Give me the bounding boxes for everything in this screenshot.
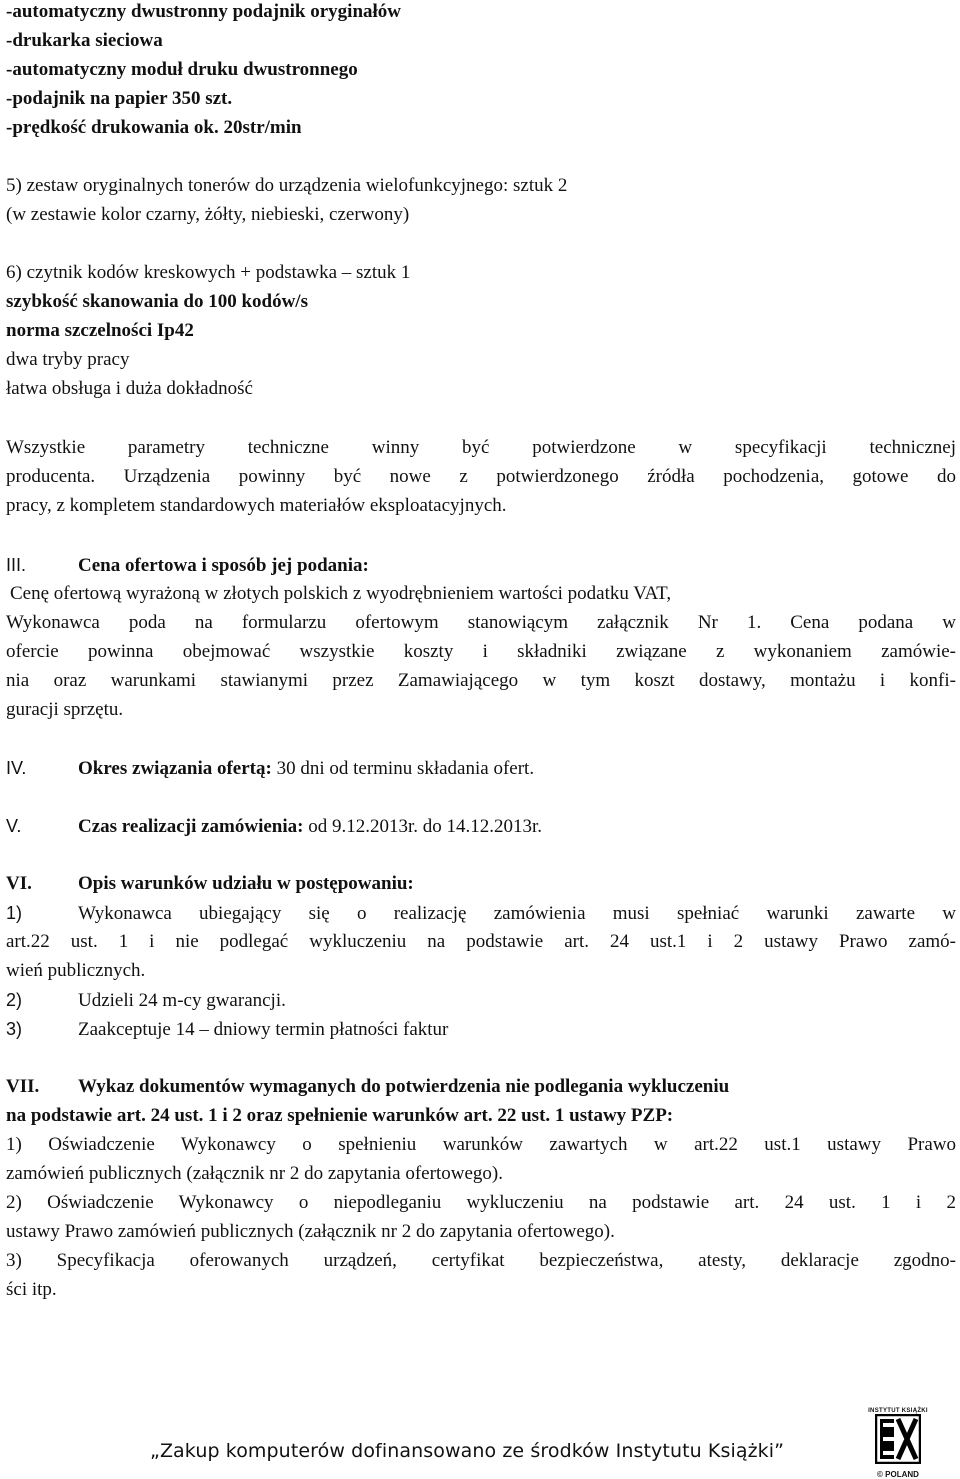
item6-bold-line: szybkość skanowania do 100 kodów/s [6, 291, 308, 312]
section-number: VI. [6, 873, 32, 894]
section-7-line: ści itp. [6, 1279, 57, 1300]
section-title: Czas realizacji zamówienia: [78, 816, 304, 837]
section-text: 30 dni od terminu składania ofert. [271, 758, 535, 779]
item6-bold-line: norma szczelności Ip42 [6, 320, 194, 341]
item5-line: (w zestawie kolor czarny, żółty, niebieski, czerwony) [6, 204, 410, 225]
spec-line: -drukarka sieciowa [6, 30, 163, 51]
params-line: producenta. Urządzenia powinny być nowe z potwierdzonego źródła pochodzenia, gotowe do [6, 466, 956, 487]
item-text: Wykonawca ubiegający się o realizację zamówienia musi spełniać warunki zawarte w [78, 903, 956, 924]
section-7-line: 2) Oświadczenie Wykonawcy o niepodleganiu wykluczeniu na podstawie art. 24 ust. 1 i 2 [6, 1192, 956, 1213]
logo-country: POLAND [885, 1470, 919, 1479]
spec-line: -automatyczny dwustronny podajnik oryginałów [6, 1, 402, 22]
logo-bottom-text: © POLAND [877, 1470, 919, 1479]
section-5-heading [6, 814, 542, 839]
section-number: VII. [6, 1076, 40, 1097]
section-7-line: 1) Oświadczenie Wykonawcy o spełnieniu warunków zawartych w art.22 ust.1 ustawy Prawo [6, 1134, 956, 1155]
item6-title: 6) czytnik kodów kreskowych + podstawka – sztuk 1 [6, 262, 411, 283]
item6-line: łatwa obsługa i duża dokładność [6, 378, 253, 399]
spec-line: -podajnik na papier 350 szt. [6, 88, 233, 109]
spec-line: -automatyczny moduł druku dwustronnego [6, 59, 358, 80]
section-7-line: 3) Specyfikacja oferowanych urządzeń, certyfikat bezpieczeństwa, atesty, deklaracje zgodno- [6, 1250, 956, 1271]
item-number: 1) [6, 903, 23, 923]
section-7-heading [6, 1075, 729, 1099]
section-7-title-2: na podstawie art. 24 ust. 1 i 2 oraz spełnienie warunków art. 22 ust. 1 ustawy PZP: [6, 1105, 674, 1126]
item-text: Zaakceptuje 14 – dniowy termin płatności faktur [78, 1019, 449, 1040]
section-title: Okres związania ofertą: [78, 758, 272, 779]
logo-top-text: INSTYTUT KSIĄŻKI [868, 1408, 928, 1414]
section-7-line: ustawy Prawo zamówień publicznych (załącznik nr 2 do zapytania ofertowego). [6, 1221, 615, 1242]
section-text: od 9.12.2013r. do 14.12.2013r. [303, 816, 543, 837]
section-3-line: Cenę ofertową wyrażoną w złotych polskich z wyodrębnieniem wartości podatku VAT, [10, 583, 672, 604]
section-title: Wykaz dokumentów wymaganych do potwierdzenia nie podlegania wykluczeniu [78, 1076, 730, 1097]
footer-note: „Zakup komputerów dofinansowano ze środków Instytutu Książki” [150, 1440, 785, 1462]
section-3-line: ofercie powinna obejmować wszystkie koszty i składniki związane z wykonaniem zamówie- [6, 641, 956, 662]
section-6-line: art.22 ust. 1 i nie podlegać wykluczeniu na podstawie art. 24 ust.1 i 2 ustawy Prawo zamó- [6, 931, 956, 952]
item5-line: 5) zestaw oryginalnych tonerów do urządzenia wielofunkcyjnego: sztuk 2 [6, 175, 568, 196]
params-line: pracy, z kompletem standardowych materiałów eksploatacyjnych. [6, 495, 507, 516]
section-3-line: Wykonawca poda na formularzu ofertowym stanowiącym załącznik Nr 1. Cena podana w [6, 612, 956, 633]
section-6-heading [6, 872, 414, 896]
section-title: Opis warunków udziału w postępowaniu: [78, 873, 414, 894]
params-line: Wszystkie parametry techniczne winny być potwierdzone w specyfikacji technicznej [6, 437, 956, 458]
section-6-item-1 [6, 901, 956, 926]
section-3-heading [6, 553, 369, 578]
section-6-line: wień publicznych. [6, 960, 146, 981]
logo-mark-icon [875, 1414, 921, 1464]
item-number: 2) [6, 990, 23, 1010]
item6-line: dwa tryby pracy [6, 349, 130, 370]
section-number: III. [6, 555, 27, 575]
section-3-line: guracji sprzętu. [6, 699, 124, 720]
instytut-ksiazki-logo-icon [866, 1408, 930, 1479]
item-number: 3) [6, 1019, 23, 1039]
spec-line: -prędkość drukowania ok. 20str/min [6, 117, 302, 138]
section-number: IV. [6, 758, 27, 778]
section-7-line: zamówień publicznych (załącznik nr 2 do zapytania ofertowego). [6, 1163, 503, 1184]
section-4-heading [6, 756, 534, 781]
section-title: Cena ofertowa i sposób jej podania: [78, 555, 369, 576]
item-text: Udzieli 24 m-cy gwarancji. [78, 990, 286, 1011]
section-number: V. [6, 816, 22, 836]
section-3-line: nia oraz warunkami stawianymi przez Zamawiającego w tym koszt dostawy, montażu i konfi- [6, 670, 956, 691]
section-6-item-2 [6, 988, 286, 1013]
section-6-item-3 [6, 1017, 448, 1042]
